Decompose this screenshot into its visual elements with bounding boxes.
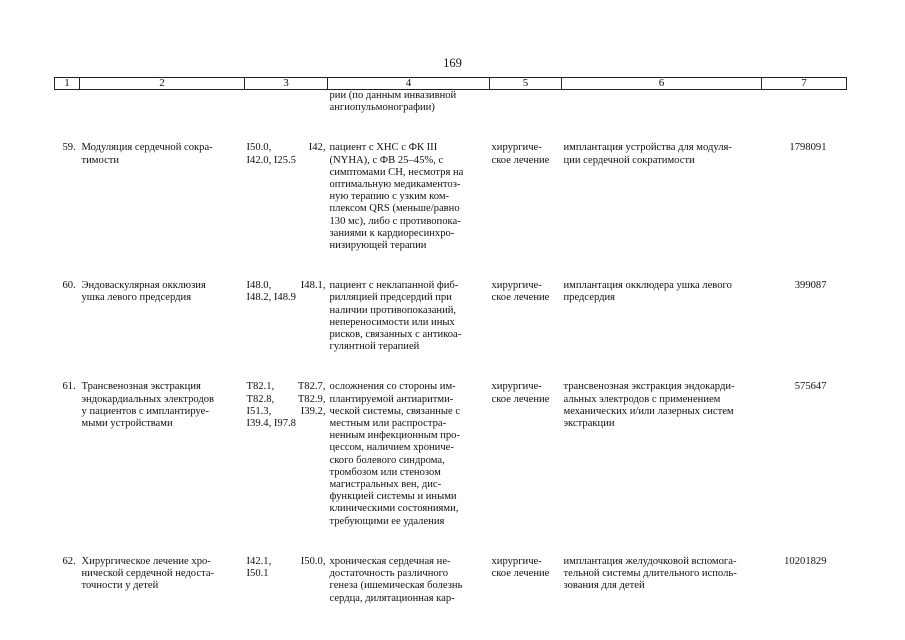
icd-code: I48.2, I48.9 bbox=[246, 292, 296, 304]
treatment-method-line: имплантация устройства для модуля- bbox=[563, 142, 732, 154]
patient-model-line: ческой системы, связанные с bbox=[329, 405, 461, 417]
icd-code: T82.1, bbox=[246, 381, 275, 393]
service-name-line: Эндоваскулярная окклюзия bbox=[81, 280, 206, 292]
treatment-type-line: хирургиче- bbox=[491, 381, 542, 393]
treatment-type-line: ское лечение bbox=[491, 292, 550, 304]
icd-codes-line bbox=[247, 568, 326, 580]
icd-code: I50.0, bbox=[300, 555, 326, 567]
row-number: 62. bbox=[62, 555, 76, 567]
service-name-cell bbox=[80, 280, 245, 381]
icd-codes-line bbox=[247, 394, 326, 406]
treatment-type-cell bbox=[490, 556, 562, 605]
treatment-method-line: имплантация окклюдера ушка левого bbox=[563, 280, 732, 292]
icd-code: I42, bbox=[308, 142, 326, 154]
patient-model-line: осложнения со стороны им- bbox=[329, 381, 456, 393]
norm-cost-cell: 399087 bbox=[794, 280, 827, 292]
treatment-method-line: экстракции bbox=[563, 418, 615, 430]
icd-codes-cell bbox=[245, 381, 328, 555]
table-row bbox=[55, 556, 847, 605]
medical-services-table bbox=[54, 77, 847, 605]
treatment-type-line: ское лечение bbox=[491, 154, 550, 166]
patient-model-line: тромбозом или стенозом bbox=[329, 466, 441, 478]
criteria-line: ангиопульмонографии) bbox=[329, 102, 435, 114]
norm-cost-cell: 10201829 bbox=[784, 555, 827, 567]
table-row bbox=[55, 142, 847, 280]
patient-model-line: пациент с ХНС с ФК III bbox=[329, 142, 438, 154]
patient-model-line: клиническими состояниями, bbox=[329, 503, 459, 515]
treatment-type-line: хирургиче- bbox=[491, 280, 542, 292]
column-number-row bbox=[55, 78, 847, 90]
patient-model-line: 130 мс), либо с противопока- bbox=[329, 215, 461, 227]
patient-model-line: заниями к кардиоресинхро- bbox=[329, 227, 455, 239]
treatment-method-cell bbox=[562, 280, 762, 381]
treatment-type-cell bbox=[490, 381, 562, 555]
service-name-line: Трансвенозная экстракция bbox=[81, 381, 201, 393]
patient-model-line: наличии противопоказаний, bbox=[329, 304, 457, 316]
patient-model-line: оптимальную медикаментоз- bbox=[329, 179, 461, 191]
table-row bbox=[55, 280, 847, 381]
service-name-line: нической сердечной недоста- bbox=[81, 568, 215, 580]
patient-model-line: гулянтной терапией bbox=[329, 341, 420, 353]
column-header: 6 bbox=[562, 78, 762, 90]
icd-codes-line bbox=[247, 406, 326, 418]
icd-code: I50.0, bbox=[246, 142, 272, 154]
patient-model-line: пациент с нeклапанной фиб- bbox=[329, 280, 459, 292]
patient-model-line: цессом, наличием хрониче- bbox=[329, 442, 454, 454]
column-header: 7 bbox=[762, 78, 847, 90]
patient-model-line: симптомами СН, несмотря на bbox=[329, 166, 464, 178]
treatment-method-cell bbox=[562, 556, 762, 605]
service-name-line: ушка левого предсердия bbox=[81, 292, 192, 304]
patient-model-cell bbox=[328, 280, 490, 381]
patient-model-line: достаточность различного bbox=[329, 568, 449, 580]
icd-code: I42.1, bbox=[246, 555, 272, 567]
icd-codes-cell bbox=[245, 142, 328, 280]
norm-cost-cell: 1798091 bbox=[789, 142, 827, 154]
patient-model-line: функцией системы и иными bbox=[329, 491, 457, 503]
patient-model-cell bbox=[328, 142, 490, 280]
patient-model-line: плексом QRS (меньше/равно bbox=[329, 203, 460, 215]
icd-code: I39.2, bbox=[300, 405, 326, 417]
service-name-cell bbox=[80, 556, 245, 605]
table-row bbox=[55, 381, 847, 555]
patient-model-line: ную терапию с узким ком- bbox=[329, 191, 450, 203]
icd-code: I51.3, bbox=[246, 405, 272, 417]
icd-codes-cell bbox=[245, 556, 328, 605]
patient-model-line: ненным инфекционным про- bbox=[329, 430, 460, 442]
icd-code: I39.4, I97.8 bbox=[246, 418, 296, 430]
treatment-method-cell bbox=[562, 381, 762, 555]
treatment-method-line: зования для детей bbox=[563, 580, 645, 592]
table-body bbox=[55, 90, 847, 605]
column-header: 5 bbox=[490, 78, 562, 90]
treatment-method-line: трансвенозная экстракция эндокарди- bbox=[563, 381, 735, 393]
patient-model-line: ского болевого синдрома, bbox=[329, 454, 445, 466]
patient-model-line: низирующей терапии bbox=[329, 240, 427, 252]
patient-model-line: рисков, связанных с антикоа- bbox=[329, 329, 462, 341]
icd-code: T82.7, bbox=[297, 381, 326, 393]
patient-model-line: рилляцией предсердий при bbox=[329, 292, 452, 304]
patient-model-line: магистральных вен, дис- bbox=[329, 479, 442, 491]
service-name-line: Модуляция сердечной сокра- bbox=[81, 142, 213, 154]
criteria-line: рии (по данным инвазивной bbox=[329, 90, 457, 101]
page-number: 169 bbox=[443, 56, 462, 70]
row-number: 61. bbox=[62, 381, 76, 393]
treatment-method-line: ции сердечной сократимости bbox=[563, 154, 695, 166]
patient-model-line: непереносимости или иных bbox=[329, 316, 455, 328]
column-header: 2 bbox=[80, 78, 245, 90]
patient-model-cell bbox=[328, 381, 490, 555]
continuation-row bbox=[55, 90, 847, 143]
treatment-type-line: хирургиче- bbox=[491, 555, 542, 567]
service-name-line: у пациентов с имплантируе- bbox=[81, 405, 209, 417]
treatment-method-line: механических и/или лазерных систем bbox=[563, 405, 734, 417]
treatment-method-line: альных электродов с применением bbox=[563, 393, 721, 405]
service-name-line: эндокардиальных электродов bbox=[81, 393, 215, 405]
treatment-method-line: имплантация желудочковой вспомога- bbox=[563, 555, 737, 567]
treatment-type-cell bbox=[490, 280, 562, 381]
patient-model-line: генеза (ишемическая болезнь bbox=[329, 580, 463, 592]
patient-model-line: сердца, дилятационная кар- bbox=[329, 592, 455, 604]
row-number: 59. bbox=[62, 142, 76, 154]
column-header: 3 bbox=[245, 78, 328, 90]
service-name-cell bbox=[80, 142, 245, 280]
icd-code: T82.8, bbox=[246, 393, 275, 405]
service-name-line: мыми устройствами bbox=[81, 418, 173, 430]
patient-model-line: хроническая сердечная не- bbox=[329, 555, 451, 567]
column-header: 1 bbox=[55, 78, 80, 90]
icd-codes-line bbox=[247, 418, 326, 430]
treatment-type-line: ское лечение bbox=[491, 393, 550, 405]
patient-model-line: (NYHA), с ФВ 25–45%, с bbox=[329, 154, 444, 166]
service-name-cell bbox=[80, 381, 245, 555]
criteria-cell bbox=[328, 90, 490, 143]
treatment-method-line: тельной системы длительного исполь- bbox=[563, 568, 737, 580]
icd-code: I42.0, I25.5 bbox=[246, 154, 296, 166]
icd-codes-line bbox=[247, 280, 326, 292]
treatment-method-cell bbox=[562, 142, 762, 280]
patient-model-line: плантируемой антиаритми- bbox=[329, 393, 454, 405]
column-header: 4 bbox=[328, 78, 490, 90]
icd-code: I50.1 bbox=[246, 568, 269, 580]
row-number: 60. bbox=[62, 280, 76, 292]
treatment-type-cell bbox=[490, 142, 562, 280]
icd-codes-line bbox=[247, 556, 326, 568]
icd-codes-line bbox=[247, 381, 326, 393]
patient-model-line: местным или распростра- bbox=[329, 418, 447, 430]
patient-model-line: требующими ее удаления bbox=[329, 515, 445, 527]
norm-cost-cell: 575647 bbox=[794, 381, 827, 393]
patient-model-cell bbox=[328, 556, 490, 605]
service-name-line: Хирургическое лечение хро- bbox=[81, 555, 211, 567]
treatment-method-line: предсердия bbox=[563, 292, 616, 304]
icd-codes-line bbox=[247, 155, 326, 167]
icd-codes-line bbox=[247, 142, 326, 154]
treatment-type-line: ское лечение bbox=[491, 568, 550, 580]
icd-code: I48.1, bbox=[300, 280, 326, 292]
treatment-type-line: хирургиче- bbox=[491, 142, 542, 154]
icd-code: I48.0, bbox=[246, 280, 272, 292]
service-name-line: тимости bbox=[81, 154, 120, 166]
icd-code: T82.9, bbox=[297, 393, 326, 405]
icd-codes-line bbox=[247, 292, 326, 304]
icd-codes-cell bbox=[245, 280, 328, 381]
service-name-line: точности у детей bbox=[81, 580, 159, 592]
